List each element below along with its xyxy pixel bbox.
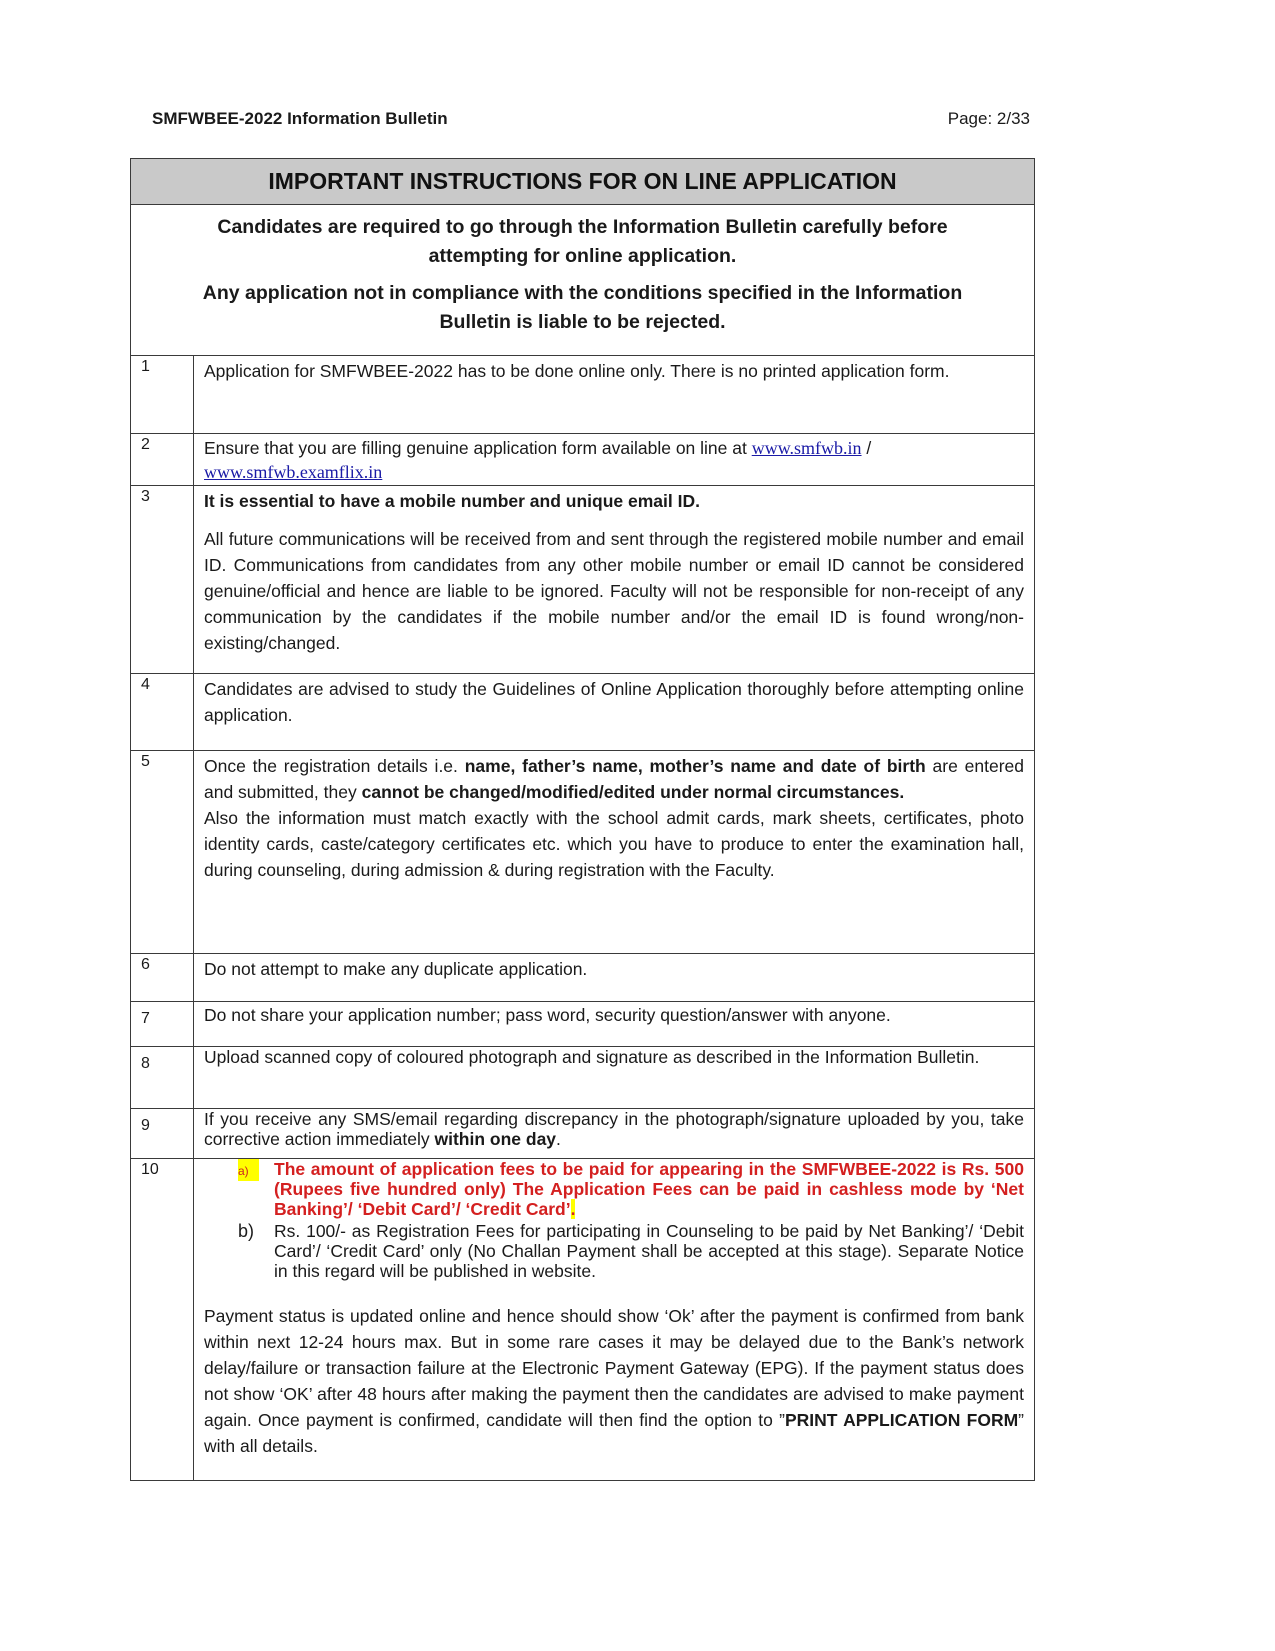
intro-line-4: Bulletin is liable to be rejected. [439,311,726,333]
row-number: 8 [131,1047,194,1108]
row-number: 9 [131,1109,194,1158]
fee-item-b-text: Rs. 100/- as Registration Fees for participating in Counseling to be paid by Net Banking’/ ‘Debit Card’/ ‘Credit Card’ only (No Challan Payment shall be accepted at this stage). Separate Notice in this regard will be published in website. [274,1221,1024,1281]
instruction-bold-text: within one day [434,1129,557,1149]
row-content [194,434,1034,485]
instruction-text: Upload scanned copy of coloured photograph and signature as described in the Information Bulletin. [204,1047,980,1067]
smfwb-link[interactable]: www.smfwb.in [751,438,862,458]
instruction-text: If you receive any SMS/email regarding discrepancy in the photograph/signature uploaded by you, take corrective action immediately [204,1109,1024,1149]
instruction-row-5 [131,751,1034,954]
print-form-label: PRINT APPLICATION FORM [784,1410,1019,1430]
payment-status-paragraph [204,1303,1024,1459]
row-number: 1 [131,356,194,433]
instruction-row-6 [131,954,1034,1002]
instruction-text: Application for SMFWBEE-2022 has to be done online only. There is no printed application form. [204,361,950,381]
document-title: SMFWBEE-2022 Information Bulletin [152,109,448,128]
instruction-text: All future communications will be received from and sent through the registered mobile number and email ID. Communications from candidates from any other mobile number or email ID cannot be considered genuine/official and hence are liable to be ignored. Faculty will not be responsible for non-receipt of any communication by the candidates if the mobile number and/or the email ID is found wrong/non-existing/changed. [204,529,1024,653]
row-number: 7 [131,1002,194,1046]
instruction-bold-text: cannot be changed/modified/edited under normal circumstances. [361,782,905,802]
row-content [194,1109,1034,1158]
instruction-text: Also the information must match exactly with the school admit cards, mark sheets, certificates, photo identity cards, caste/category certificates etc. which you have to produce to enter the examination hall, during counseling, during admission & during registration with the Faculty. [204,808,1024,880]
instruction-text-end: . [556,1129,561,1149]
instruction-row-7 [131,1002,1034,1047]
fee-item-a-text [274,1159,1024,1219]
instruction-row-9 [131,1109,1034,1159]
instruction-text: Ensure that you are filling genuine application form available on line at [204,438,752,458]
sub-marker-a-label: a) [238,1159,259,1181]
row-number: 10 [131,1159,194,1480]
row-content [194,674,1034,750]
instruction-row-8 [131,1047,1034,1109]
row-number: 3 [131,486,194,673]
instruction-bold-text: It is essential to have a mobile number and unique email ID. [204,491,700,511]
row-content [194,954,1034,1001]
row-number: 2 [131,434,194,485]
intro-line-1: Candidates are required to go through the Information Bulletin carefully before [217,216,948,238]
fee-item-a-end: . [570,1199,576,1219]
row-content [194,751,1034,953]
row-content [194,1047,1034,1108]
link-separator: / [861,438,872,458]
instruction-row-4 [131,674,1034,751]
instruction-row-3 [131,486,1034,674]
instruction-row-1 [131,356,1034,434]
instruction-text: Do not attempt to make any duplicate application. [204,959,588,979]
row-number: 5 [131,751,194,953]
instruction-text: Candidates are advised to study the Guidelines of Online Application thoroughly before attempting online application. [204,679,1024,725]
row-number: 4 [131,674,194,750]
instruction-row-2 [131,434,1034,486]
instruction-bold-text: name, father’s name, mother’s name and date of birth [464,756,926,776]
page-number: Page: 2/33 [947,109,1030,128]
instruction-text: Payment status is updated online and hence should show ‘Ok’ after the payment is confirmed from bank within next 12-24 hours max. But in some rare cases it may be delayed due to the Bank’s network delay/failure or transaction failure at the Electronic Payment Gateway (EPG). If the payment status does not show ‘OK’ after 48 hours after making the payment then the candidates are advised to make payment again. Once payment is confirmed, candidate will then find the option to ” [204,1306,1024,1430]
examflix-link[interactable]: www.smfwb.examflix.in [204,462,383,482]
row-content [194,486,1034,673]
instruction-text: are entered and submitted, they [204,756,1025,802]
row-content [194,356,1034,433]
page-header [152,106,1030,132]
sub-marker-b: b) [238,1221,255,1241]
fee-item-a [238,1159,1024,1219]
fee-sub-list [204,1159,1024,1281]
fee-item-b [238,1221,1024,1281]
instruction-text: Do not share your application number; pass word, security question/answer with anyone. [204,1005,891,1025]
fee-item-a-body: The amount of application fees to be paid for appearing in the SMFWBEE-2022 is Rs. 500 (Rupees five hundred only) The Application Fees can be paid in cashless mode by ‘Net Banking’/ ‘Debit Card’/ ‘Credit Card’ [274,1159,1024,1219]
instructions-title: IMPORTANT INSTRUCTIONS FOR ON LINE APPLICATION [131,159,1034,205]
intro-line-2: attempting for online application. [428,245,737,267]
intro-section [131,205,1034,356]
instruction-text: Once the registration details i.e. [204,756,465,776]
row-content [194,1002,1034,1046]
instruction-text-end: ” with all details. [204,1410,1024,1456]
sub-marker-a [238,1159,274,1181]
row-content [194,1159,1034,1480]
intro-line-3: Any application not in compliance with the conditions specified in the Information [202,282,963,304]
row-number: 6 [131,954,194,1001]
instructions-box [130,158,1035,1481]
instruction-row-10 [131,1159,1034,1480]
